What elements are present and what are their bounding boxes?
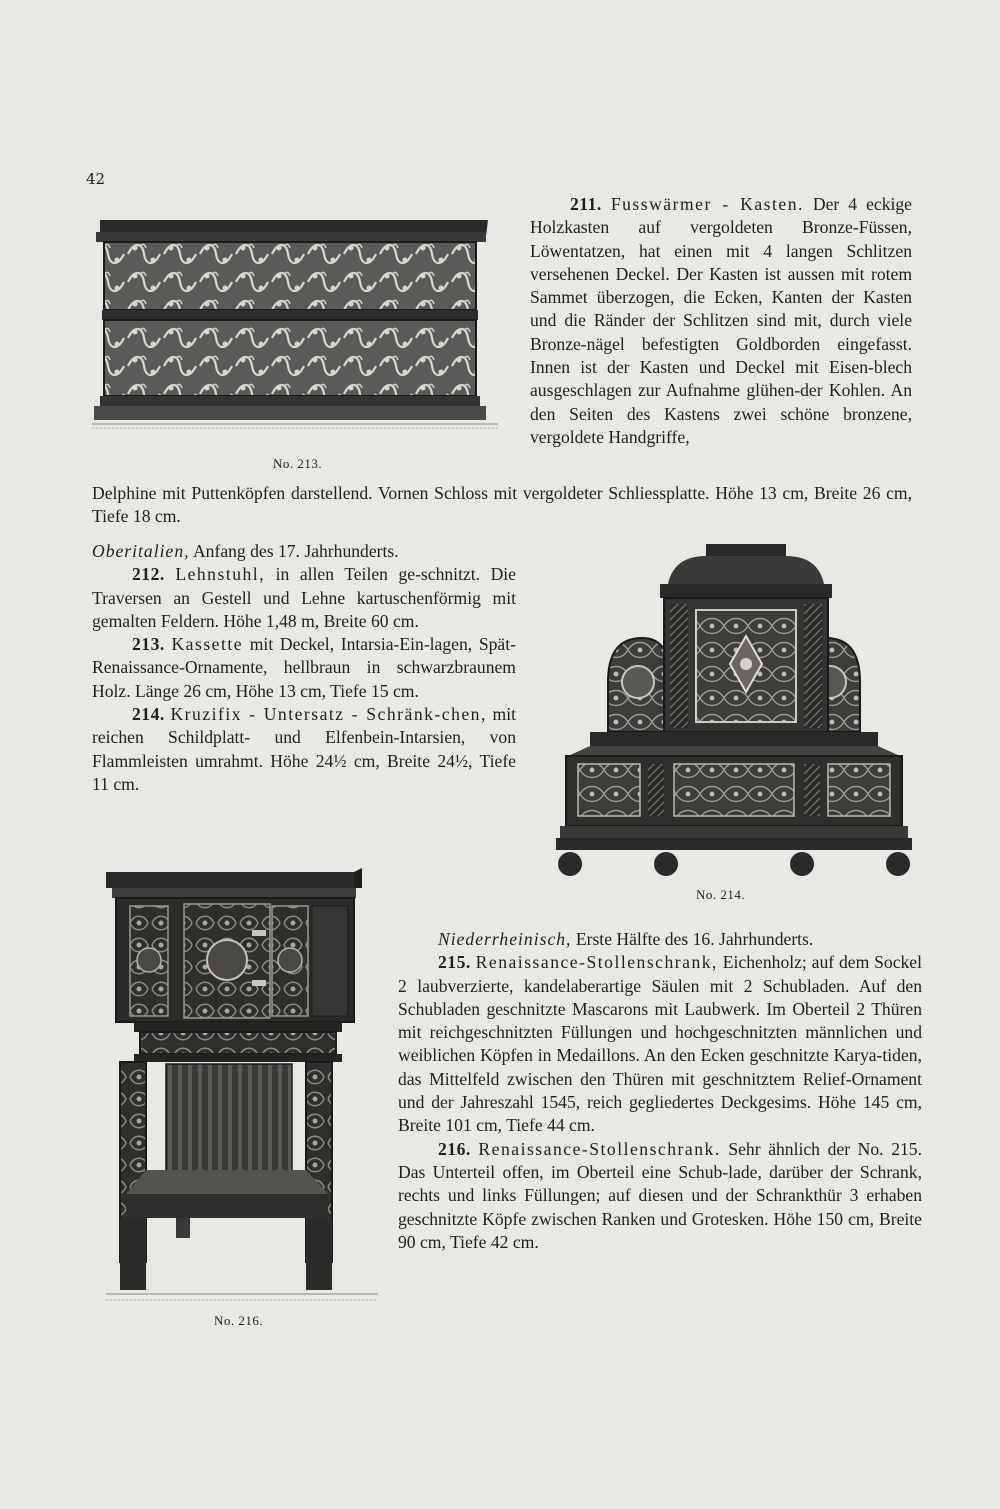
right-column-text	[398, 928, 922, 1254]
entry-212	[92, 563, 516, 633]
section-period-2: Erste Hälfte des 16. Jahrhunderts.	[575, 929, 814, 949]
section-region-2: Niederrheinisch,	[438, 929, 572, 949]
entry-214-title: Kruzifix - Untersatz - Schränk-chen,	[170, 704, 487, 725]
figure-216-stollenschrank	[106, 868, 378, 1310]
section-region: Oberitalien,	[92, 541, 190, 561]
entry-216-text: Sehr ähnlich der No. 215. Das Unterteil offen, im Oberteil eine Schub-lade, darüber der Schrank, rechts und links Füllungen; auf diesen und der Schrankthür 3 erhaben geschnitzte Köpfe zwischen Ranken und Grotesken. Höhe 150 cm, Breite 90 cm, Tiefe 42 cm.	[398, 1138, 922, 1252]
section-heading-niederrhein	[398, 928, 922, 951]
entry-215-text: Eichenholz; auf dem Sockel 2 laubverzierte, kandelaberartige Säulen mit 2 Schubladen. Auf den Schubladen geschnitzte Mascarons mit Laubwerk. Im Oberteil 2 Thüren mit reichgeschnitzten Füllungen und hochgeschnitzten männlichen und weiblichen Köpfen in Medaillons. An den Ecken geschnitzte Karya-tiden, das Mittelfeld zwischen den Thüren mit geschnitztem Relief-Ornament und der Jahreszahl 1545, reich gegliedertes Deckgesims. Höhe 145 cm, Breite 101 cm, Tiefe 44 cm.	[398, 952, 922, 1136]
entry-215-number: 215.	[438, 952, 471, 973]
entry-214-text: mit reichen Schildplatt- und Elfenbein-Intarsien, von Flammleisten umrahmt. Höhe 24½ cm, Breite 24½, Tiefe 11 cm.	[92, 704, 517, 794]
entry-211-number: 211.	[570, 194, 602, 214]
entry-211-continuation	[92, 482, 912, 529]
left-column-text	[92, 540, 516, 796]
entry-214	[92, 703, 516, 796]
entry-211-text: Der 4 eckige Holzkasten auf vergoldeten Bronze-Füssen, Löwentatzen, hat einen mit 4 langen Schlitzen versehenen Deckel. Der Kasten ist aussen mit rotem Sammet überzogen, die Ecken, Kanten der Kasten und die Ränder der Schlitzen sind mit, durch viele Bronze-nägel befestigten Goldborden eingefasst. Innen ist der Kasten und Deckel mit Eisen-blech ausgeschlagen zur Aufnahme glühen-der Kohlen. An den Seiten des Kastens zwei schöne bronzene, vergoldete Handgriffe,	[530, 194, 912, 447]
figure-213-casket	[90, 212, 500, 444]
caption-216: No. 216.	[214, 1313, 264, 1328]
section-period: Anfang des 17. Jahrhunderts.	[192, 541, 399, 561]
entry-212-number: 212.	[132, 564, 165, 585]
entry-215	[398, 951, 922, 1137]
entry-213-title: Kassette	[171, 634, 244, 655]
entry-212-text: in allen Teilen ge-schnitzt. Die Traversen an Gestell und Lehne kartuschenförmig mit gemalten Feldern. Höhe 1,48 m, Breite 60 cm.	[92, 564, 516, 631]
page-number: 42	[86, 170, 106, 188]
section-heading-oberitalien	[92, 540, 516, 563]
entry-216-title: Renaissance-Stollenschrank.	[478, 1138, 721, 1159]
caption-213: No. 213.	[273, 456, 323, 471]
entry-216	[398, 1138, 922, 1254]
entry-216-number: 216.	[438, 1138, 471, 1159]
entry-211-continued-text: Delphine mit Puttenköpfen darstellend. Vornen Schloss mit vergoldeter Schliessplatte. Höhe 13 cm, Breite 26 cm, Tiefe 18 cm.	[92, 483, 912, 527]
entry-212-title: Lehnstuhl,	[175, 564, 266, 585]
entry-214-number: 214.	[132, 704, 165, 725]
entry-211-right-column	[530, 193, 912, 449]
figure-214-cabinet	[556, 542, 912, 884]
entry-211-title: Fusswärmer - Kasten.	[610, 194, 804, 214]
caption-214: No. 214.	[696, 887, 746, 902]
entry-213-text: mit Deckel, Intarsia-Ein-lagen, Spät-Renaissance-Ornamente, hellbraun in schwarzbraunem Holz. Länge 26 cm, Höhe 13 cm, Tiefe 15 cm.	[92, 634, 516, 701]
entry-213	[92, 633, 516, 703]
entry-213-number: 213.	[132, 634, 165, 655]
entry-215-title: Renaissance-Stollenschrank,	[475, 952, 718, 973]
